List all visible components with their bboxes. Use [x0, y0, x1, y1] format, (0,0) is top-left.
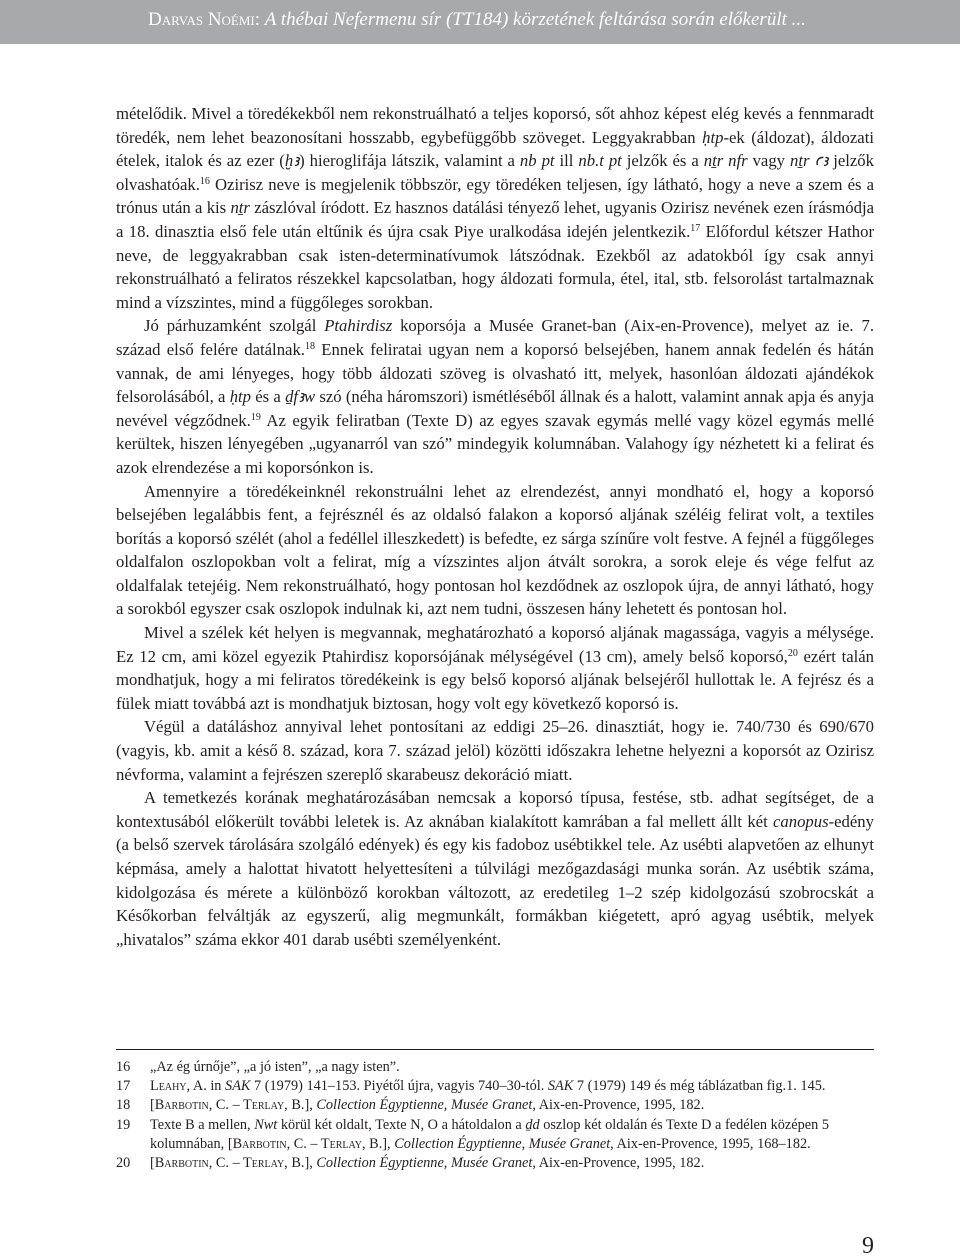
footnote-number: 19 — [116, 1116, 131, 1133]
running-header-text — [148, 9, 806, 31]
text-run: [Barbotin, C. – Terlay, B.] — [227, 1135, 388, 1152]
paragraph — [116, 480, 874, 622]
text-run: Texte B a mellen, — [150, 1116, 255, 1133]
text-run: Amennyire a töredékeinknél rekonstruálni lehet az elrendezést, annyi mondható el, hogy a koporsó belsejében legalábbis fent, a fejrésznél és az oldalsó falakon a koporsó aljának széléig felirat volt, a textiles borítás a koporsó szélét (ahol a fedéllel illeszkedett) is befedte, ez sárga színűre volt festve. A fejnél a függőleges oldalfalon oszlopokban volt a felirat, míg a vízszintes aljon átvált sorokra, a sorok eleje és vége felfut az oldalfalak tetejéig. Nem rekonstruálható, hogy pontosan hol kezdődnek az oszlopok újra, de annyi látható, hogy a sorokból egyszer csak oszlopok indulnak ki, azt nem tudni, összesen hány lehetett és pontosan hol. — [116, 481, 874, 619]
text-run: -edény (a belső szervek tárolására szolgáló edények) és egy kis fadoboz usébtikkel tele. Az usébti alapvetően az elhunyt képmása, amely a halottat hivatott helyettesíteni a túlvilági mezőgazdasági munka során. Az usébtik száma, kidolgozása és mérete a különböző korokban változott, az eredetileg 1–2 szép kidolgozású szobrocskát a Későkorban felváltják az egyszerű, alig megmunkált, formákban kiégetett, apró agyag usébtik, melyek „hivatalos” száma ekkor 401 darab usébti személyenként. — [116, 811, 874, 949]
text-run: Leahy, A. — [150, 1078, 207, 1095]
text-run: Ozirisz neve is megjelenik többször, egy töredéken teljesen, így látható, hogy a neve a szem és a trónus után a kis — [116, 174, 874, 218]
footnote-number: 16 — [116, 1059, 131, 1075]
paragraph — [116, 102, 874, 314]
italic-text: nb.t pt — [578, 151, 622, 171]
footnote — [116, 1058, 874, 1077]
text-run: , Aix-en-Provence, 1995, 182. — [532, 1155, 705, 1172]
text-run: mételődik. Mivel a töredékekből nem rekonstruálható a teljes koporsó, sőt ahhoz képest elég kevés a fennmaradt töredék, nem lehet beazonosítani hosszabb, egybefüggőbb szöveget. Leggyakrabban — [116, 104, 874, 147]
italic-text: Collection Égyptienne, Musée Granet — [316, 1155, 533, 1172]
text-run: A temetkezés korának meghatározásában nemcsak a koporsó típusa, festése, stb. adhat segítséget, de a kontextusából előkerült további leletek is. Az aknában kialakított kamrában a fal mellett állt két — [116, 788, 874, 831]
footnote-separator — [116, 1049, 874, 1050]
text-run: Az egyik feliratban (Texte D) az egyes szavak egymás mellé vagy közel egymás mellé kerültek, hiszen lényegében „ugyanarról van szó” mindegyik kolumnában. Valahogy így nézhetett ki a felirat és azok elrendezése a mi koporsónkon is. — [116, 410, 874, 477]
text-run: , — [309, 1155, 317, 1172]
italic-text: nṯr nfr — [703, 151, 748, 171]
footnote — [116, 1096, 874, 1115]
text-run: körül két oldalt, Texte N, O a hátoldalon a — [277, 1116, 526, 1133]
text-run: ill — [554, 151, 579, 171]
italic-text: SAK — [225, 1078, 251, 1095]
text-run: Mivel a szélek két helyen is megvannak, meghatározható a koporsó aljának magassága, vagyis a mélysége. Ez 12 cm, ami közel egyezik Ptahirdisz koporsójának mélységével (13 cm), amely belső koporsó, — [116, 623, 874, 666]
text-run: koporsója a Musée Granet-ban (Aix-en-Provence), melyet az ie. 7. század első felére datálnak. — [116, 316, 874, 359]
text-run: [Barbotin, C. – Terlay, B.] — [150, 1155, 310, 1172]
text-run: Ennek feliratai ugyan nem a koporsó belsejében, hanem annak fedelén és hátán vannak, de ami lényeges, hogy több áldozati szöveg is olvasható itt, melyek, hasonlóan áldozati ajándékok felsorolásából, a — [116, 339, 875, 407]
italic-text: nṯr ꜥꜣ — [789, 151, 829, 171]
text-run: Előfordul kétszer Hathor neve, de leggyakrabban csak isten-determinatívumok látszódnak. Ezekből az adatokból így csak annyi rekonstruálható a feliratos részekkel kapcsolatban, hogy áldozati formula, étel, ital, stb. felsorolást tartalmaznak mind a vízszintes, mind a függőleges sorokban. — [116, 221, 875, 312]
footnote-number: 18 — [116, 1097, 131, 1114]
text-run: , Aix-en-Provence, 1995, 182. — [532, 1097, 705, 1114]
italic-text: Collection Égyptienne, Musée Granet — [316, 1097, 533, 1114]
text-run: és a — [251, 387, 286, 407]
running-header — [0, 0, 960, 44]
body-text — [116, 102, 874, 951]
italic-text: Ptahirdisz — [324, 316, 393, 336]
text-run: oszlop két oldalán és Texte D a fedélen középen 5 kolumnában, — [150, 1116, 829, 1152]
text-run: , — [387, 1135, 395, 1152]
footnote-number: 17 — [116, 1078, 131, 1095]
text-run: ) hieroglifája látszik, valamint a — [299, 151, 520, 171]
text-run: in — [206, 1078, 226, 1095]
text-run: zászlóval íródott. Ez hasznos datálási tényező lehet, ugyanis Ozirisz nevének ezen írásmódja a 18. dinasztia első fele után eltűnik és újra csak Piye uralkodása idején jelentkezik. — [116, 198, 874, 241]
footnote-ref: 16 — [199, 175, 210, 187]
italic-text: SAK — [547, 1078, 574, 1095]
text-run: jelzők olvashatóak. — [116, 151, 874, 194]
footnote — [116, 1154, 874, 1173]
text-run: ezért talán mondhatjuk, hogy a mi feliratos töredékeink is egy belső koporsó aljának belsejéről hullottak le. A fejrész és a fülek miatt továbbá azt is mondhatjuk biztosan, hogy volt egy következő koporsó is. — [116, 646, 875, 713]
paragraph — [116, 715, 874, 786]
italic-text: ḥtp — [229, 387, 252, 407]
italic-text: ḏfꜣw — [285, 387, 316, 407]
text-run: 7 (1979) 149 és még táblázatban fig.1. 145. — [573, 1078, 826, 1095]
header-title: A thébai Nefermenu sír (TT184) körzetének feltárása során előkerült ... — [264, 9, 806, 30]
footnote-ref: 19 — [250, 411, 261, 423]
italic-text: nb pt — [519, 151, 555, 171]
header-author: Darvas Noémi: — [148, 9, 261, 30]
italic-text: ḫꜣ — [284, 151, 300, 171]
text-run: jelzők és a — [621, 151, 704, 171]
footnote — [116, 1116, 874, 1154]
italic-text: nṯr — [230, 198, 250, 218]
italic-text: ḥtp — [702, 127, 724, 147]
italic-text: canopus — [772, 811, 829, 831]
page-number: 9 — [862, 1233, 874, 1259]
italic-text: ḏd — [525, 1116, 540, 1133]
text-run: , Aix-en-Provence, 1995, 168–182. — [610, 1135, 811, 1152]
footnote-ref: 17 — [690, 222, 701, 234]
footnote — [116, 1077, 874, 1096]
footnote-number: 20 — [116, 1155, 131, 1172]
paragraph — [116, 786, 874, 951]
text-run: -ek (áldozat), áldozati ételek, italok és az ezer ( — [116, 127, 874, 171]
text-run: Végül a datáláshoz annyival lehet pontosítani az eddigi 25–26. dinasztiát, hogy ie. 740/730 és 690/670 (vagyis, kb. amit a késő 8. század, kora 7. század jelöl) közötti időszakra lehetne helyezni a koporsót az Ozirisz névforma, valamint a fejrészen szereplő skarabeusz dekoráció miatt. — [116, 717, 874, 784]
text-run: szó (néha háromszori) ismétléséből állnak és a halott, valamint annak apja és anyja nevével végződnek. — [116, 387, 874, 430]
text-run: vagy — [747, 151, 790, 171]
italic-text: Collection Égyptienne, Musée Granet — [394, 1135, 611, 1152]
paragraph — [116, 314, 874, 479]
footnote-ref: 18 — [304, 340, 315, 352]
italic-text: Nwt — [254, 1116, 278, 1133]
text-run: „Az ég úrnője”, „a jó isten”, „a nagy isten”. — [150, 1059, 400, 1075]
text-run: [Barbotin, C. – Terlay, B.] — [150, 1097, 310, 1114]
footnotes — [116, 1058, 874, 1173]
paragraph — [116, 621, 874, 715]
text-run: 7 (1979) 141–153. Piyétől újra, vagyis 740–30-tól. — [250, 1078, 548, 1095]
text-run: Jó párhuzamként szolgál — [144, 316, 325, 336]
text-run: , — [309, 1097, 317, 1114]
footnote-ref: 20 — [787, 647, 798, 659]
